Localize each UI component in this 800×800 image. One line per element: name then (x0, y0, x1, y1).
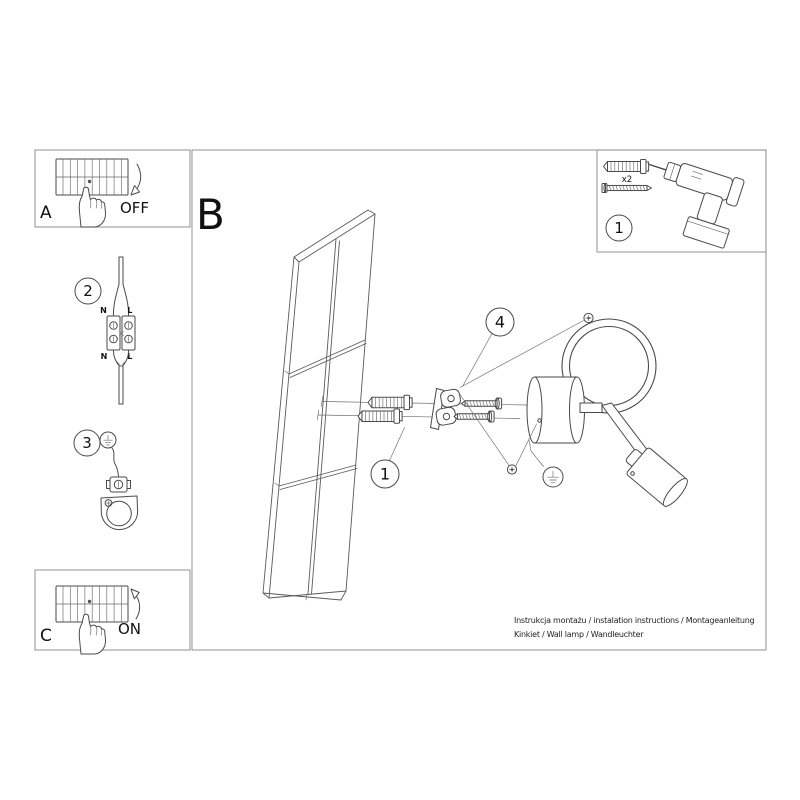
section-c-box (35, 570, 190, 650)
drill-bit (649, 164, 666, 170)
off-state-label: OFF (120, 199, 150, 217)
on-state-label: ON (118, 620, 142, 638)
tile-column-joint (308, 239, 340, 594)
section-b-frame (192, 150, 766, 650)
wall-plug-anchor (358, 409, 402, 423)
tools-box-content (602, 151, 746, 249)
wall-lamp (516, 319, 691, 509)
mounting-screw (462, 398, 502, 409)
earth-wire (112, 448, 119, 477)
mounting-bracket (431, 388, 462, 429)
tools-step-number: 1 (614, 219, 624, 237)
step-1-number: 1 (379, 464, 391, 484)
terminal-label-n-top: N (100, 306, 107, 315)
earth-connection-diagram (74, 430, 138, 530)
mounting-screw (454, 411, 494, 422)
footer-line-1: Instrukcja montażu / instalation instructions / Montageanleitung (514, 616, 755, 625)
arm-hub (580, 403, 602, 413)
step-1-leader (390, 428, 405, 461)
fixing-screw-icon (507, 465, 516, 474)
step-3-number: 3 (82, 434, 92, 452)
section-c-label: C (40, 626, 52, 646)
footer-line-2: Kinkiet / Wall lamp / Wandleuchter (514, 630, 644, 639)
fixing-screw-icon (584, 313, 593, 322)
section-b-label: B (196, 190, 225, 239)
terminal-label-l-top: L (127, 306, 133, 315)
earth-symbol-icon (100, 432, 116, 448)
terminal-label-n-bottom: N (100, 352, 108, 361)
lamp-socket (619, 441, 691, 509)
pressed-switch-dot (88, 180, 91, 183)
section-a-box (35, 150, 190, 227)
off-arrow-icon (136, 164, 141, 190)
step-4-number: 4 (494, 312, 506, 332)
wall-plug-anchor (368, 395, 412, 409)
plate-screw-icon (105, 500, 112, 507)
screw-leader (516, 424, 537, 466)
earth-symbol-icon (543, 467, 563, 487)
terminal-label-l-bottom: L (127, 352, 133, 361)
step-2-number: 2 (83, 282, 93, 300)
lamp-arm (602, 403, 650, 459)
terminal-block-right (122, 316, 135, 350)
cable-top (119, 257, 123, 284)
cable-bottom (119, 367, 123, 404)
earth-leader (529, 440, 544, 467)
wiring-diagram (75, 257, 135, 404)
wall-drawing (263, 210, 375, 600)
anchor-quantity-label: x2 (621, 175, 633, 185)
wall-plug-icon (604, 160, 649, 174)
section-a-label: A (40, 203, 52, 223)
canopy-back (527, 377, 542, 443)
terminal-block-left (107, 316, 120, 350)
